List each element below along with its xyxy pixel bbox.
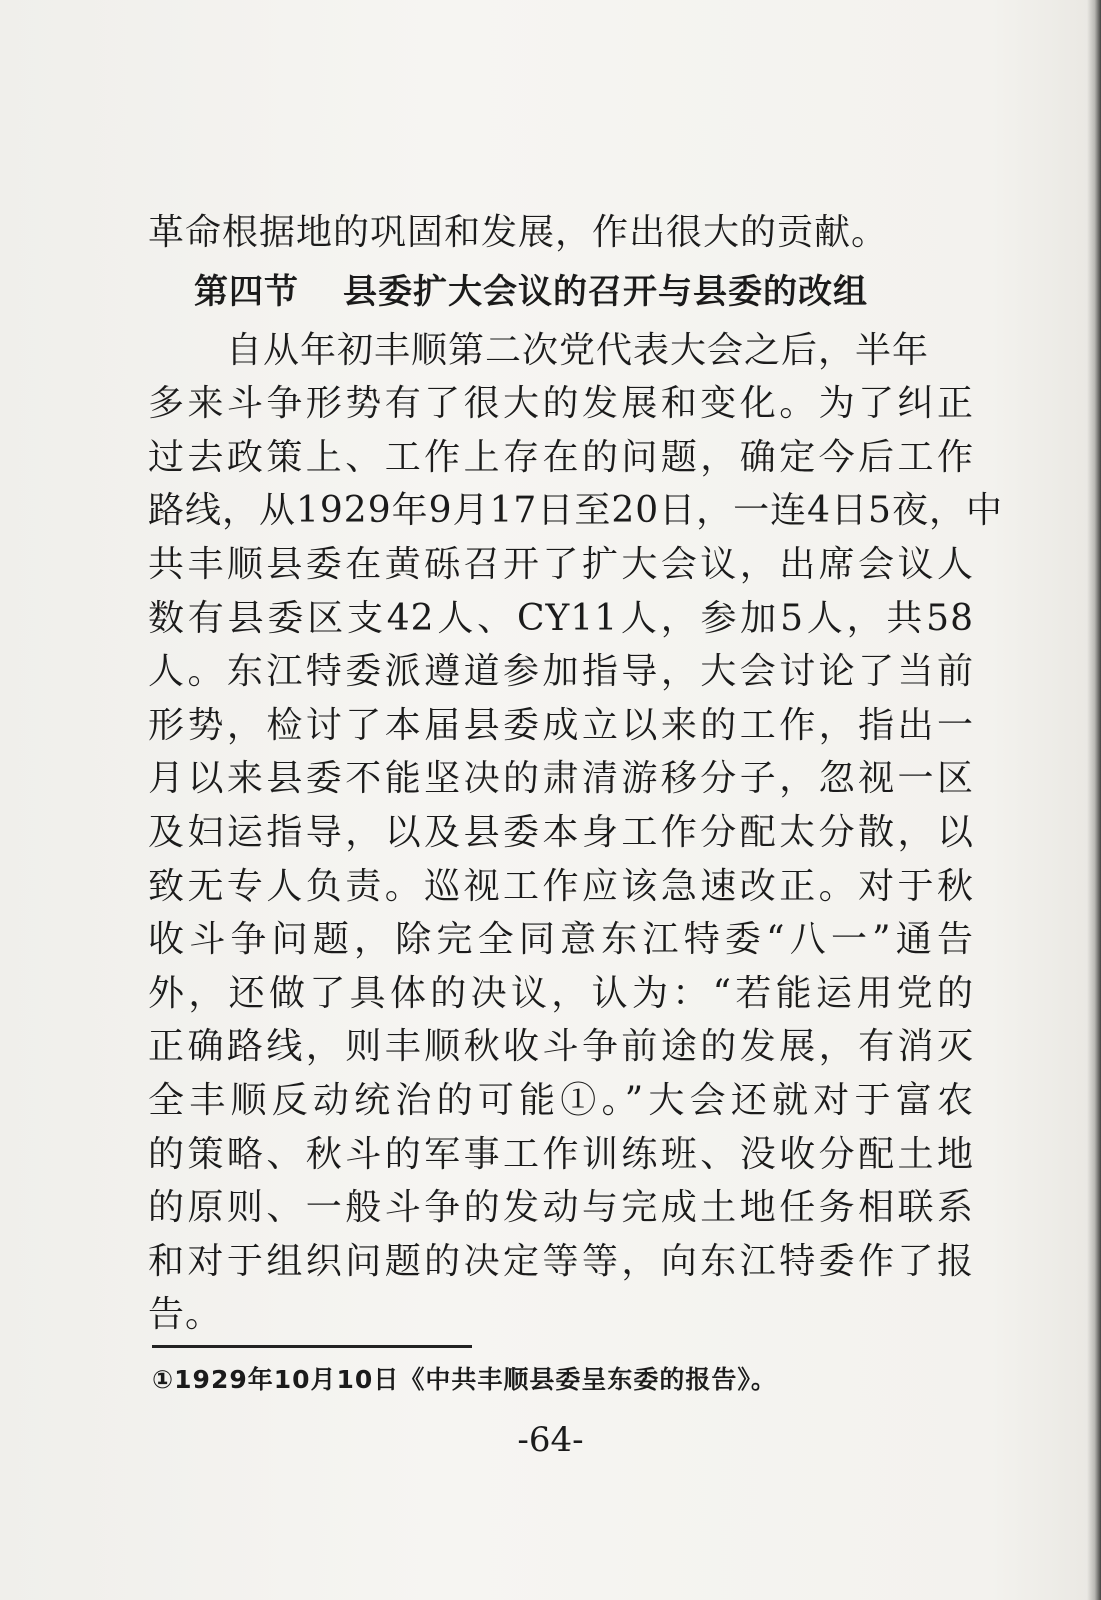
section-heading bbox=[148, 260, 974, 324]
paragraph-line: 收斗争问题，除完全同意东江特委“八一”通告 bbox=[148, 919, 974, 961]
paragraph-line: 形势，检讨了本届县委成立以来的工作，指出一 bbox=[148, 704, 974, 746]
paragraph-line: 多来斗争形势有了很大的发展和变化。为了纠正 bbox=[148, 383, 974, 425]
paragraph-line: 月以来县委不能坚决的肃清游移分子，忽视一区 bbox=[148, 758, 974, 800]
paragraph-line: 外，还做了具体的决议，认为：“若能运用党的 bbox=[148, 972, 974, 1014]
paragraph-line: 人。东江特委派遵道参加指导，大会讨论了当前 bbox=[148, 651, 974, 693]
paragraph-line: 数有县委区支42人、CY11人，参加5人，共58 bbox=[148, 597, 974, 639]
footnote: ①1929年10月10日《中共丰顺县委呈东委的报告》。 bbox=[152, 1365, 777, 1394]
footnote-divider bbox=[152, 1345, 472, 1348]
section-title: 县委扩大会议的召开与县委的改组 bbox=[343, 271, 868, 312]
page-number: -64- bbox=[517, 1420, 584, 1460]
page-body bbox=[148, 206, 1003, 1342]
paragraph-line: 全丰顺反动统治的可能①。”大会还就对于富农 bbox=[148, 1079, 974, 1121]
body-paragraph bbox=[148, 324, 1003, 1342]
paragraph-line: 共丰顺县委在黄砾召开了扩大会议，出席会议人 bbox=[148, 543, 974, 585]
paragraph-line: 及妇运指导，以及县委本身工作分配太分散，以 bbox=[148, 811, 974, 853]
paragraph-line: 过去政策上、工作上存在的问题，确定今后工作 bbox=[148, 436, 974, 478]
section-number: 第四节 bbox=[194, 271, 299, 312]
paragraph-line: 的原则、一般斗争的发动与完成土地任务相联系 bbox=[148, 1187, 974, 1229]
paragraph-line: 的策略、秋斗的军事工作训练班、没收分配土地 bbox=[148, 1133, 974, 1175]
paragraph-line: 告。 bbox=[148, 1294, 223, 1336]
paragraph-line: 路线，从1929年9月17日至20日，一连4日5夜，中 bbox=[148, 490, 1003, 532]
page-edge-shadow bbox=[1087, 0, 1101, 1600]
paragraph-line: 致无专人负责。巡视工作应该急速改正。对于秋 bbox=[148, 865, 974, 907]
paragraph-line: 正确路线，则丰顺秋收斗争前途的发展，有消灭 bbox=[148, 1026, 974, 1068]
continued-text-line: 革命根据地的巩固和发展，作出很大的贡献。 bbox=[148, 212, 889, 253]
paragraph-line: 自从年初丰顺第二次党代表大会之后，半年 bbox=[226, 329, 930, 371]
paragraph-line: 和对于组织问题的决定等等，向东江特委作了报 bbox=[148, 1240, 974, 1282]
